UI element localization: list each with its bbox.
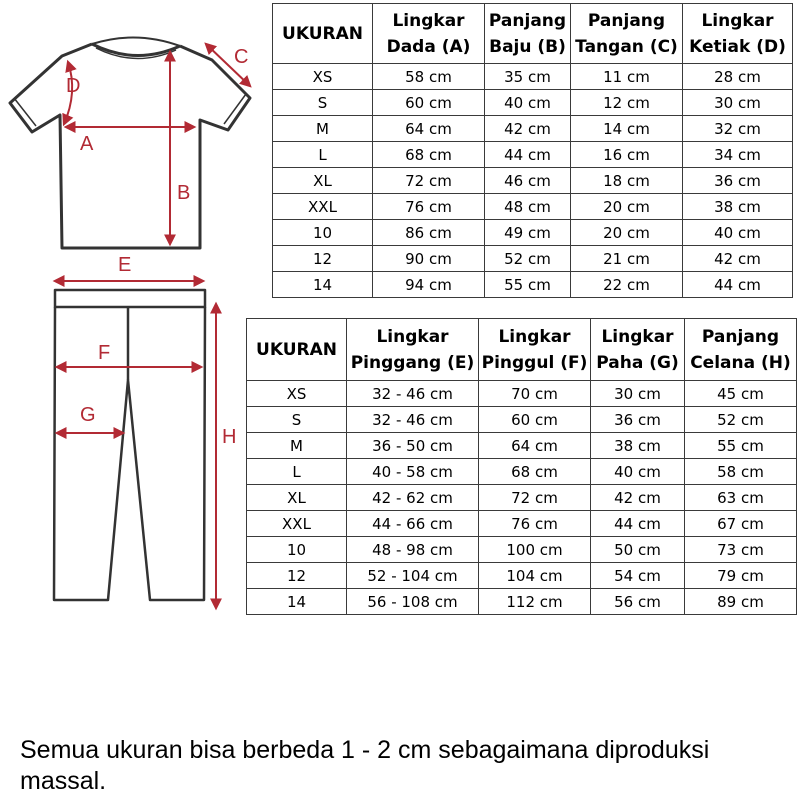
table-row (273, 116, 793, 142)
cell: 40 - 58 cm (347, 459, 479, 485)
cell: 30 cm (591, 381, 685, 407)
cell: 64 cm (479, 433, 591, 459)
cell: 76 cm (373, 194, 485, 220)
cell: 44 - 66 cm (347, 511, 479, 537)
cell: 67 cm (685, 511, 797, 537)
cell: 68 cm (373, 142, 485, 168)
cell: 56 cm (591, 589, 685, 615)
cell: 10 (273, 220, 373, 246)
label-e: E (118, 254, 132, 276)
cell: 50 cm (591, 537, 685, 563)
cell: 38 cm (591, 433, 685, 459)
cell: 22 cm (571, 272, 683, 298)
cell: XXL (273, 194, 373, 220)
cell: 18 cm (571, 168, 683, 194)
cell: 76 cm (479, 511, 591, 537)
cell: 28 cm (683, 64, 793, 90)
label-b: B (177, 182, 191, 204)
cell: 54 cm (591, 563, 685, 589)
cell: 49 cm (485, 220, 571, 246)
cell: 36 cm (591, 407, 685, 433)
label-f: F (98, 342, 111, 364)
header-armhole: Lingkar Ketiak (D) (683, 4, 793, 64)
header-body-length: Panjang Baju (B) (485, 4, 571, 64)
table-header-row (273, 4, 793, 64)
cell: 55 cm (485, 272, 571, 298)
cell: 58 cm (373, 64, 485, 90)
tshirt-drawing (10, 37, 250, 248)
cell: 36 - 50 cm (347, 433, 479, 459)
shirt-size-table (272, 3, 793, 298)
header-chest: Lingkar Dada (A) (373, 4, 485, 64)
cell: 90 cm (373, 246, 485, 272)
cell: 52 cm (685, 407, 797, 433)
cell: 68 cm (479, 459, 591, 485)
cell: 44 cm (683, 272, 793, 298)
cell: XL (247, 485, 347, 511)
label-c: C (234, 46, 249, 68)
table-row (247, 537, 797, 563)
cell: 60 cm (373, 90, 485, 116)
cell: M (247, 433, 347, 459)
cell: 35 cm (485, 64, 571, 90)
header-ukuran: UKURAN (273, 4, 373, 64)
cell: 30 cm (683, 90, 793, 116)
cell: 73 cm (685, 537, 797, 563)
cell: 12 (247, 563, 347, 589)
label-g: G (80, 404, 96, 426)
header-thigh: Lingkar Paha (G) (591, 319, 685, 381)
cell: 55 cm (685, 433, 797, 459)
cell: 40 cm (683, 220, 793, 246)
header-ukuran: UKURAN (247, 319, 347, 381)
cell: 14 (247, 589, 347, 615)
cell: 56 - 108 cm (347, 589, 479, 615)
table-row (247, 459, 797, 485)
cell: 52 - 104 cm (347, 563, 479, 589)
cell: S (247, 407, 347, 433)
cell: 20 cm (571, 220, 683, 246)
cell: 42 - 62 cm (347, 485, 479, 511)
cell: 48 cm (485, 194, 571, 220)
cell: 89 cm (685, 589, 797, 615)
cell: 12 (273, 246, 373, 272)
cell: 64 cm (373, 116, 485, 142)
table-row (273, 142, 793, 168)
cell: 32 - 46 cm (347, 407, 479, 433)
table-row (247, 485, 797, 511)
table-row (247, 511, 797, 537)
cell: 63 cm (685, 485, 797, 511)
cell: 112 cm (479, 589, 591, 615)
header-hip: Lingkar Pinggul (F) (479, 319, 591, 381)
cell: M (273, 116, 373, 142)
cell: 44 cm (485, 142, 571, 168)
cell: 42 cm (683, 246, 793, 272)
cell: 40 cm (485, 90, 571, 116)
cell: 16 cm (571, 142, 683, 168)
cell: XL (273, 168, 373, 194)
cell: XS (273, 64, 373, 90)
cell: S (273, 90, 373, 116)
cell: 42 cm (591, 485, 685, 511)
label-a: A (80, 133, 94, 155)
cell: 32 cm (683, 116, 793, 142)
cell: 42 cm (485, 116, 571, 142)
pants-size-table (246, 318, 797, 615)
label-d: D (66, 75, 81, 97)
table-row (273, 194, 793, 220)
cell: 60 cm (479, 407, 591, 433)
table-row (273, 272, 793, 298)
cell: 14 (273, 272, 373, 298)
cell: 52 cm (485, 246, 571, 272)
cell: 20 cm (571, 194, 683, 220)
cell: 45 cm (685, 381, 797, 407)
header-sleeve-length: Panjang Tangan (C) (571, 4, 683, 64)
table-row (247, 433, 797, 459)
table-row (247, 589, 797, 615)
cell: 86 cm (373, 220, 485, 246)
header-waist: Lingkar Pinggang (E) (347, 319, 479, 381)
table-row (247, 407, 797, 433)
cell: 79 cm (685, 563, 797, 589)
table-row (273, 90, 793, 116)
cell: 10 (247, 537, 347, 563)
cell: XXL (247, 511, 347, 537)
cell: 11 cm (571, 64, 683, 90)
cell: 72 cm (479, 485, 591, 511)
cell: 94 cm (373, 272, 485, 298)
cell: 14 cm (571, 116, 683, 142)
table-row (247, 381, 797, 407)
table-header-row (247, 319, 797, 381)
cell: 32 - 46 cm (347, 381, 479, 407)
pants-drawing (54, 290, 205, 600)
table-row (273, 168, 793, 194)
cell: 58 cm (685, 459, 797, 485)
size-tolerance-note: Semua ukuran bisa berbeda 1 - 2 cm sebagaimana diproduksi massal. (20, 736, 710, 795)
cell: 36 cm (683, 168, 793, 194)
cell: 70 cm (479, 381, 591, 407)
cell: XS (247, 381, 347, 407)
table-row (273, 64, 793, 90)
label-h: H (222, 426, 237, 448)
cell: L (247, 459, 347, 485)
header-pants-length: Panjang Celana (H) (685, 319, 797, 381)
table-row (273, 220, 793, 246)
cell: 21 cm (571, 246, 683, 272)
cell: 46 cm (485, 168, 571, 194)
cell: L (273, 142, 373, 168)
cell: 44 cm (591, 511, 685, 537)
cell: 38 cm (683, 194, 793, 220)
cell: 100 cm (479, 537, 591, 563)
cell: 34 cm (683, 142, 793, 168)
cell: 104 cm (479, 563, 591, 589)
cell: 72 cm (373, 168, 485, 194)
table-row (247, 563, 797, 589)
table-row (273, 246, 793, 272)
cell: 40 cm (591, 459, 685, 485)
cell: 12 cm (571, 90, 683, 116)
cell: 48 - 98 cm (347, 537, 479, 563)
